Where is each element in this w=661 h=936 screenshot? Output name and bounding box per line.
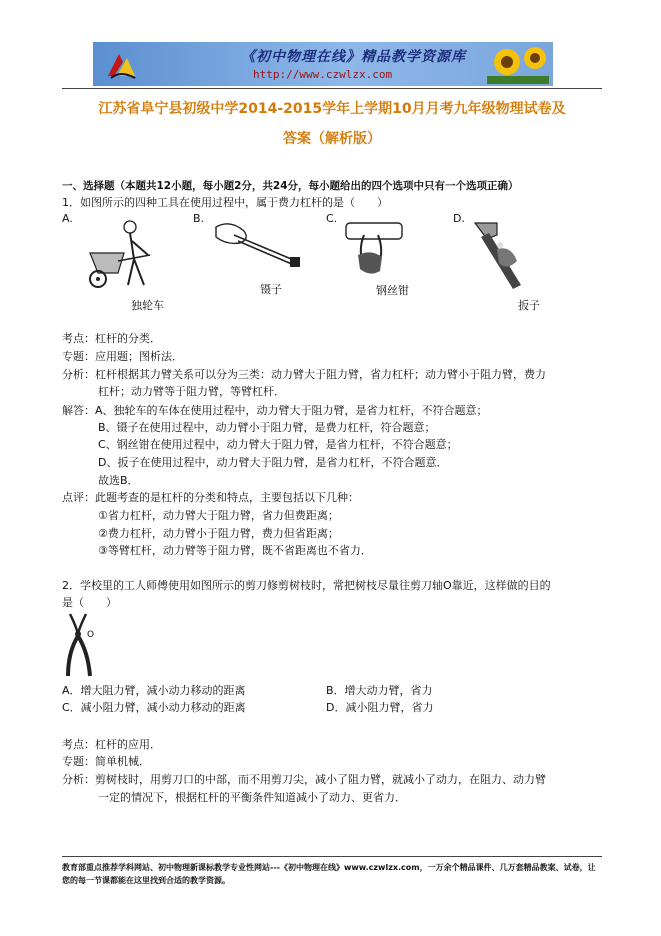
q1-analysis-line2: 杠杆；动力臂等于阻力臂，等臂杠杆． [98, 385, 285, 398]
q2-option-b: B．增大动力臂，省力 [326, 684, 433, 697]
q1-option-a: A. [62, 212, 73, 225]
page-title-line2: 答案（解析版） [283, 131, 381, 147]
q2-stem-line1: 2．学校里的工人师傅使用如图所示的剪刀修剪树枝时，常把树枝尽量往剪刀轴O靠近，这样做的目的 [62, 579, 551, 592]
tweezers-figure [210, 215, 308, 273]
q1-option-b: B. [193, 212, 205, 225]
pruning-shears-figure [62, 612, 102, 678]
pivot-label-o: O [87, 630, 95, 640]
q1-caption-b: 镊子 [260, 283, 282, 296]
q1-comment-line2: ①省力杠杆，动力臂大于阻力臂，省力但费距离； [98, 509, 339, 522]
q1-comment-line1: 点评：此题考查的是杠杆的分类和特点，主要包括以下几种： [62, 491, 359, 504]
q1-answer-line1: 解答：A、独轮车的车体在使用过程中，动力臂大于阻力臂，是省力杠杆，不符合题意； [62, 404, 488, 417]
q1-answer-conclusion: 故选B． [98, 474, 139, 487]
pliers-figure [338, 215, 412, 283]
q1-zhuanti: 专题：应用题；图析法． [62, 350, 183, 363]
q2-analysis-line2: 一定的情况下，根据杠杆的平衡条件知道减小了动力、更省力． [98, 791, 406, 804]
q2-analysis-line1: 分析：剪树枝时，用剪刀口的中部，而不用剪刀尖，减小了阻力臂，就减小了动力，在阻力、动力臂 [62, 773, 546, 786]
section-heading: 一、选择题（本题共12小题，每小题2分，共24分，每小题给出的四个选项中只有一个选项正确） [62, 180, 519, 192]
q1-caption-a: 独轮车 [131, 299, 164, 312]
q1-option-d: D. [453, 212, 465, 225]
banner-url[interactable]: http://www.czwlzx.com [253, 68, 393, 81]
q2-option-a: A．增大阻力臂，减小动力移动的距离 [62, 684, 246, 697]
wheelbarrow-figure [84, 215, 170, 291]
q1-comment-line4: ③等臂杠杆，动力臂等于阻力臂，既不省距离也不省力． [98, 544, 372, 557]
header-banner [93, 42, 553, 86]
page-title-line1: 江苏省阜宁县初级中学2014-2015学年上学期10月月考九年级物理试卷及 [98, 101, 566, 117]
q2-kaodian: 考点：杠杆的应用． [62, 738, 161, 751]
header-rule [62, 88, 602, 89]
q1-kaodian: 考点：杠杆的分类． [62, 332, 161, 345]
q1-answer-line3: C、钢丝钳在使用过程中，动力臂大于阻力臂，是省力杠杆，不符合题意； [98, 438, 458, 451]
q1-caption-c: 钢丝钳 [376, 284, 409, 297]
site-logo-icon [105, 48, 137, 80]
q2-option-d: D．减小阻力臂，省力 [326, 701, 434, 714]
q1-answer-line4: D、扳子在使用过程中，动力臂大于阻力臂，是省力杠杆，不符合题意． [98, 456, 448, 469]
q2-zhuanti: 专题：简单机械． [62, 755, 150, 768]
q1-stem: 1．如图所示的四种工具在使用过程中，属于费力杠杆的是（ ） [62, 196, 388, 209]
q1-option-c: C. [326, 212, 338, 225]
q1-answer-line2: B、镊子在使用过程中，动力臂小于阻力臂，是费力杠杆，符合题意； [98, 421, 436, 434]
q1-caption-d: 扳子 [518, 299, 540, 312]
sunflower-icon [487, 44, 549, 84]
q2-option-c: C．减小阻力臂，减小动力移动的距离 [62, 701, 246, 714]
footer-text: 教育部重点推荐学科网站、初中物理新课标教学专业性网站---《初中物理在线》www.czwlzx.com，一万余个精品课件、几万套精品教案、试卷，让您的每一节课都能在这里找到合适的教学资源。 [62, 863, 596, 885]
q2-stem-line2: 是（ ） [62, 596, 117, 609]
banner-title: 《初中物理在线》精品教学资源库 [241, 49, 466, 65]
footer-rule [62, 856, 602, 857]
q1-analysis-line1: 分析：杠杆根据其力臂关系可以分为三类：动力臂大于阻力臂，省力杠杆；动力臂小于阻力臂，费力 [62, 368, 546, 381]
q1-comment-line3: ②费力杠杆，动力臂小于阻力臂，费力但省距离； [98, 527, 339, 540]
wrench-figure [467, 215, 531, 295]
